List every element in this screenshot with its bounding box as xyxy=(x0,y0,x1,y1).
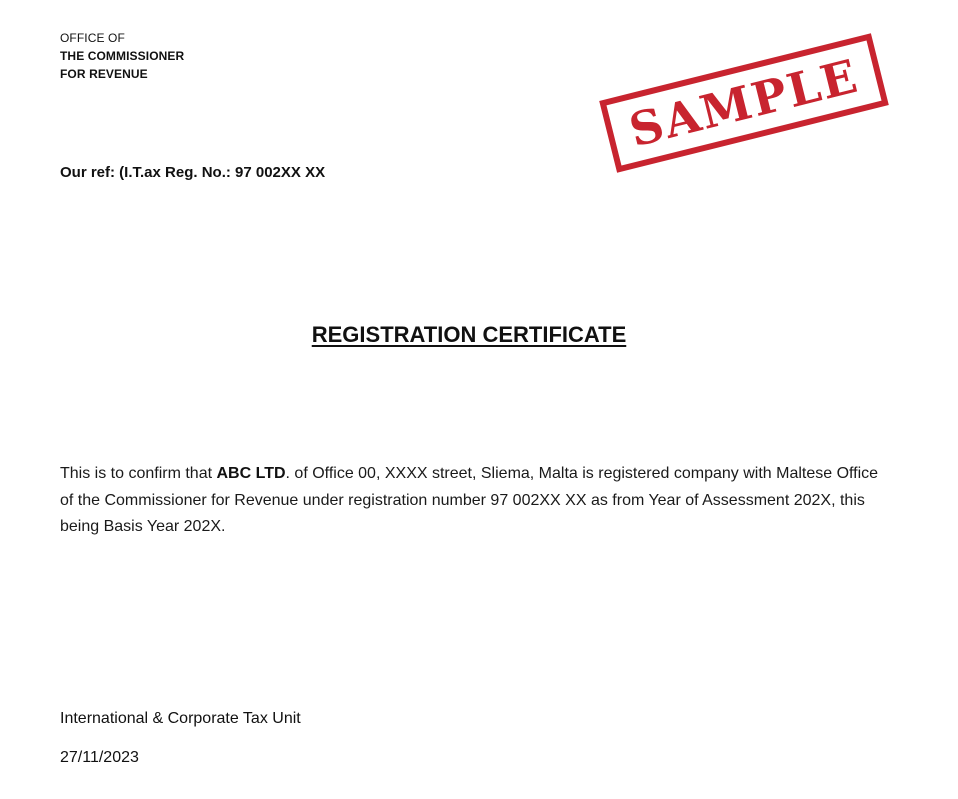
sample-stamp xyxy=(596,34,896,174)
office-line-1: OFFICE OF xyxy=(60,31,125,45)
stamp-label: SAMPLE xyxy=(624,48,864,158)
certificate-body xyxy=(60,461,890,541)
reference-number: Our ref: (I.T.ax Reg. No.: 97 002XX XX xyxy=(60,164,326,181)
body-prefix: This is to confirm that xyxy=(60,465,217,482)
office-line-2: THE COMMISSIONER xyxy=(60,49,185,63)
office-line-3: FOR REVENUE xyxy=(60,67,148,81)
company-name: ABC LTD xyxy=(216,465,286,482)
body-suffix: . of Office 00, XXXX street, Sliema, Malta is registered company with Maltese Office of the Commissioner for Revenue under registration number 97 002XX XX as from Year of Assessment 202X, this being Basis Year 202X. xyxy=(60,465,879,535)
stamp-border xyxy=(599,33,889,173)
office-header xyxy=(60,29,184,83)
issuing-unit: International & Corporate Tax Unit xyxy=(60,710,301,727)
issue-date: 27/11/2023 xyxy=(60,749,139,766)
document-title: REGISTRATION CERTIFICATE xyxy=(311,322,627,347)
